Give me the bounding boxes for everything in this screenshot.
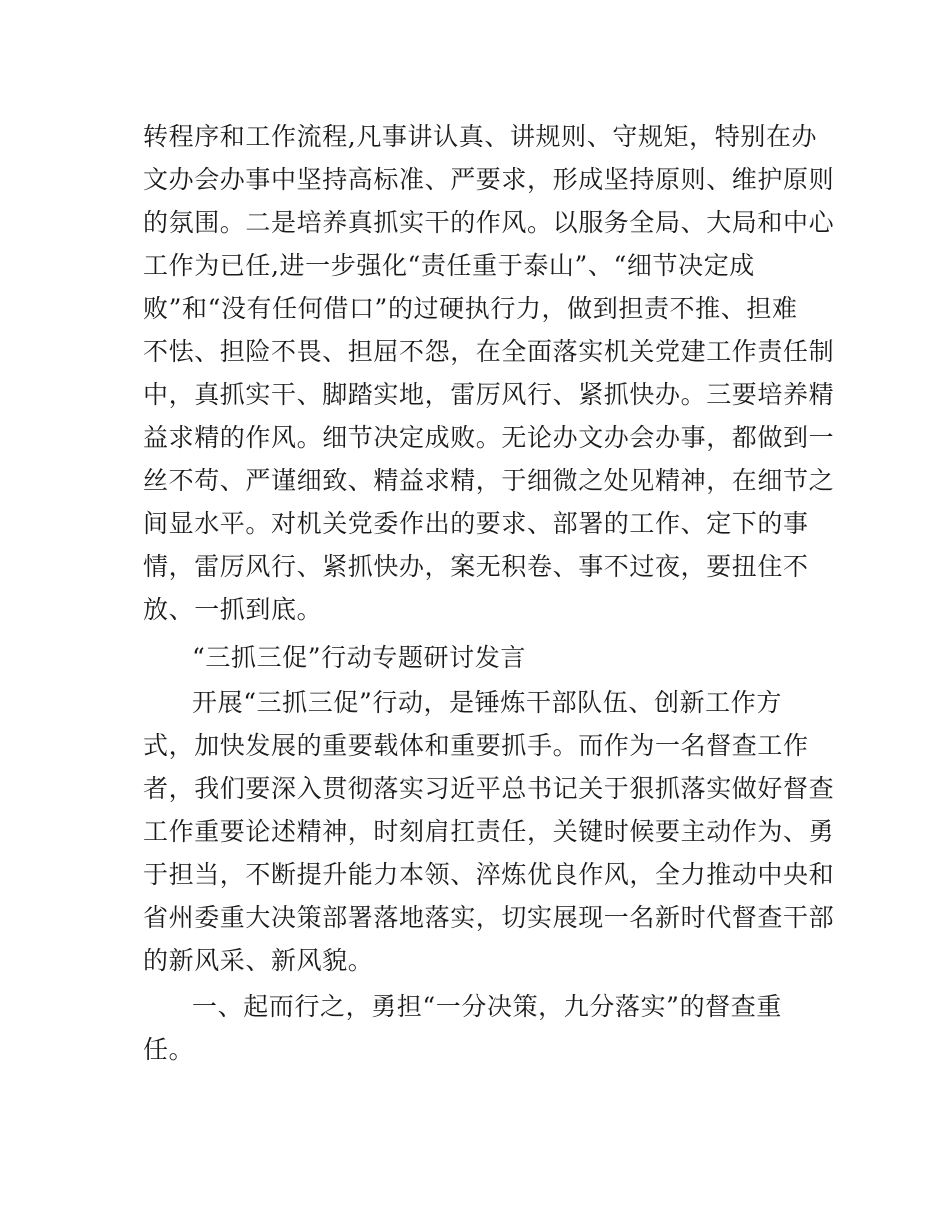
text-line: 间显水平。对机关党委作出的要求、部署的工作、定下的事 — [143, 509, 809, 538]
text-line: 省州委重大决策部署落地落实，切实展现一名新时代督查干部 — [143, 903, 835, 932]
text-line: 的新风采、新风貌。 — [143, 946, 374, 975]
text-line: 于担当，不断提升能力本领、淬炼优良作风，全力推动中央和 — [143, 860, 835, 889]
text-line: 转程序和工作流程,凡事讲认真、讲规则、守规矩，特别在办 — [143, 122, 818, 151]
text-line: 不怯、担险不畏、担屈不怨，在全面落实机关党建工作责任制 — [143, 337, 835, 366]
text-line: 式，加快发展的重要载体和重要抓手。而作为一名督查工作 — [143, 731, 809, 760]
text-line: 的氛围。二是培养真抓实干的作风。以服务全局、大局和中心 — [143, 208, 835, 237]
text-line: 工作为已任,进一步强化“责任重于泰山”、“细节决定成 — [143, 251, 755, 280]
text-line: 败”和“没有任何借口”的过硬执行力，做到担责不推、担难 — [143, 294, 798, 323]
text-line: 者，我们要深入贯彻落实习近平总书记关于狠抓落实做好督查 — [143, 774, 835, 803]
section-heading: 一、起而行之，勇担“一分决策，九分落实”的督查重 — [192, 992, 782, 1021]
text-line: 文办会办事中坚持高标准、严要求，形成坚持原则、维护原则 — [143, 165, 835, 194]
text-line: 丝不苟、严谨细致、精益求精，于细微之处见精神，在细节之 — [143, 466, 835, 495]
text-line: 中，真抓实干、脚踏实地，雷厉风行、紧抓快办。三要培养精 — [143, 380, 835, 409]
text-line: 情，雷厉风行、紧抓快办，案无积卷、事不过夜，要扭住不 — [143, 552, 809, 581]
text-line: 益求精的作风。细节决定成败。无论办文办会办事，都做到一 — [143, 423, 835, 452]
text-line: 放、一抓到底。 — [143, 595, 323, 624]
text-line: 任。 — [143, 1035, 195, 1064]
text-line: 开展“三抓三促”行动，是锤炼干部队伍、创新工作方 — [192, 688, 782, 717]
section-title: “三抓三促”行动专题研讨发言 — [192, 643, 526, 672]
text-line: 工作重要论述精神，时刻肩扛责任，关键时候要主动作为、勇 — [143, 817, 835, 846]
